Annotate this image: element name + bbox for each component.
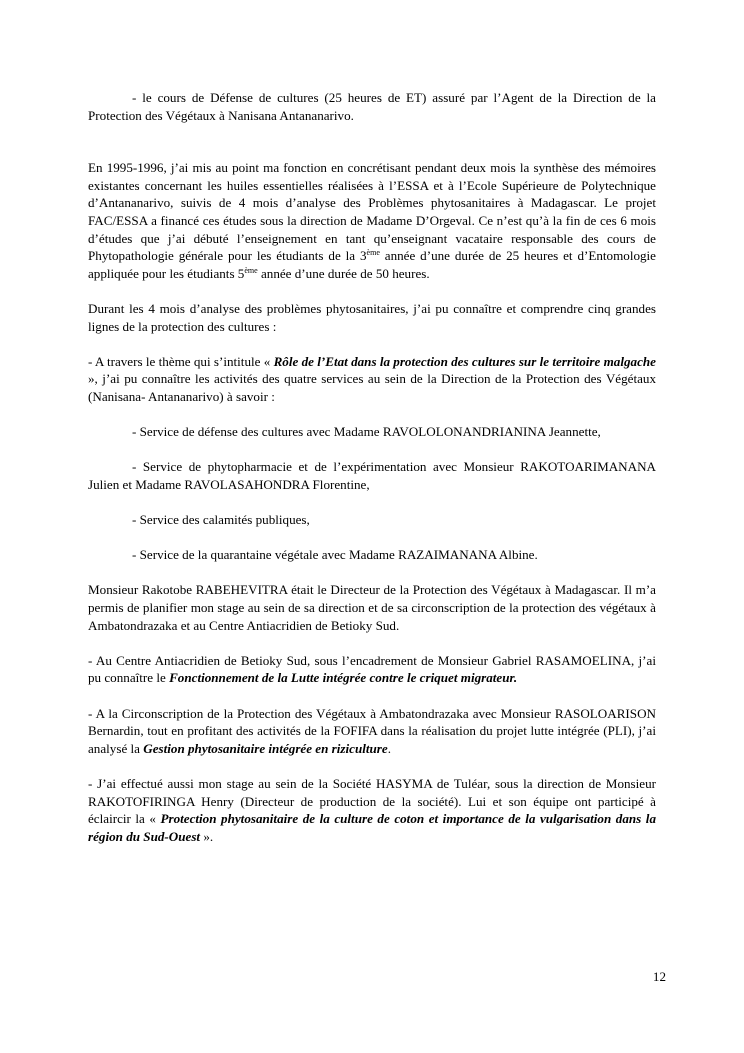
paragraph-text: - A travers le thème qui s’intitule « [88, 353, 274, 369]
paragraph-text: En 1995-1996, j’ai mis au point ma fonction en concrétisant pendant deux mois la synthèse des mémoires existantes concernant les huiles essentielles réalisées à l’ESSA et à l’Ecole Supérieure de Polytechnique d’Antananarivo, suivis de 4 mois d’analyse des Problèmes phytosanitaires à Madagascar. Le projet FAC/ESSA a financé ces études sous la direction de Madame D’Orgeval. Ce n’est qu’à la fin de ces 6 mois d’études que j’ai débuté l’enseignement en tant qu’enseignant vacataire responsable des cours de Phytopathologie générale pour les étudiants de la 3 [88, 160, 656, 264]
paragraph-course-defense: - le cours de Défense de cultures (25 heures de ET) assuré par l’Agent de la Direction de la Protection des Végétaux à Nanisana Antananarivo. [88, 90, 656, 123]
superscript: ème [244, 265, 258, 275]
page-number: 12 [652, 969, 666, 984]
paragraph-four-months: Durant les 4 mois d’analyse des problèmes phytosanitaires, j’ai pu connaître et comprendre cinq grandes lignes de la protection des cultures : [88, 300, 656, 334]
paragraph-directeur: Monsieur Rakotobe RABEHEVITRA était le Directeur de la Protection des Végétaux à Madagascar. Il m’a permis de planifier mon stage au sein de sa direction et de sa circonscription de la protection des végétaux à Ambatondrazaka et au Centre Antiacridien de Betioky Sud. [88, 582, 656, 633]
paragraph-text: . [387, 740, 391, 756]
superscript: ème [366, 248, 380, 258]
paragraph-hasyma [88, 775, 656, 845]
emphasis-title: Rôle de l’Etat dans la protection des cultures sur le territoire malgache [273, 353, 656, 369]
paragraph-text: », j’ai pu connaître les activités des quatre services au sein de la Direction de la Protection des Végétaux (Nanisana- Antananarivo) à savoir : [88, 371, 656, 404]
paragraph-text: - Au Centre Antiacridien de Betioky Sud, sous l’encadrement de Monsieur Gabriel RASAMOELINA, j’ai pu connaître le [88, 652, 656, 686]
emphasis-title: Fonctionnement de la Lutte intégrée contre le criquet migrateur. [169, 670, 518, 686]
list-item-service-quarantaine: - Service de la quarantaine végétale avec Madame RAZAIMANANA Albine. [132, 547, 538, 563]
paragraph-text: année d’une durée de 25 heures et d’Entomologie appliquée pour les étudiants 5 [88, 248, 656, 281]
paragraph-text: ». [200, 828, 214, 844]
emphasis-title: Gestion phytosanitaire intégrée en riziculture [143, 740, 388, 756]
list-item-service-defense: - Service de défense des cultures avec Madame RAVOLOLONANDRIANINA Jeannette, [132, 424, 601, 440]
paragraph-ambatondrazaka [88, 705, 656, 758]
paragraph-text: - A la Circonscription de la Protection des Végétaux à Ambatondrazaka avec Monsieur RASOLOARISON Bernardin, tout en profitant des activités de la FOFIFA dans la réalisation du projet lutte intégrée (PLI), j’ai analysé la [88, 705, 656, 756]
list-item-service-calamites: - Service des calamités publiques, [132, 512, 310, 528]
list-item-service-phytopharmacie: - Service de phytopharmacie et de l’expérimentation avec Monsieur RAKOTOARIMANANA Julien et Madame RAVOLASAHONDRA Florentine, [88, 459, 656, 492]
paragraph-text: - J’ai effectué aussi mon stage au sein de la Société HASYMA de Tuléar, sous la direction de Monsieur RAKOTOFIRINGA Henry (Directeur de production de la société). Lui et son équipe ont participé à éclaircir la « [88, 775, 656, 827]
paragraph-betioky [88, 652, 656, 687]
paragraph-1995-1996 [88, 159, 656, 282]
emphasis-title: Protection phytosanitaire de la culture de coton et importance de la vulgarisation dans la région du Sud-Ouest [88, 811, 656, 844]
document-page [88, 89, 656, 845]
paragraph-role-etat [88, 353, 656, 406]
paragraph-text: année d’une durée de 50 heures. [257, 265, 430, 281]
